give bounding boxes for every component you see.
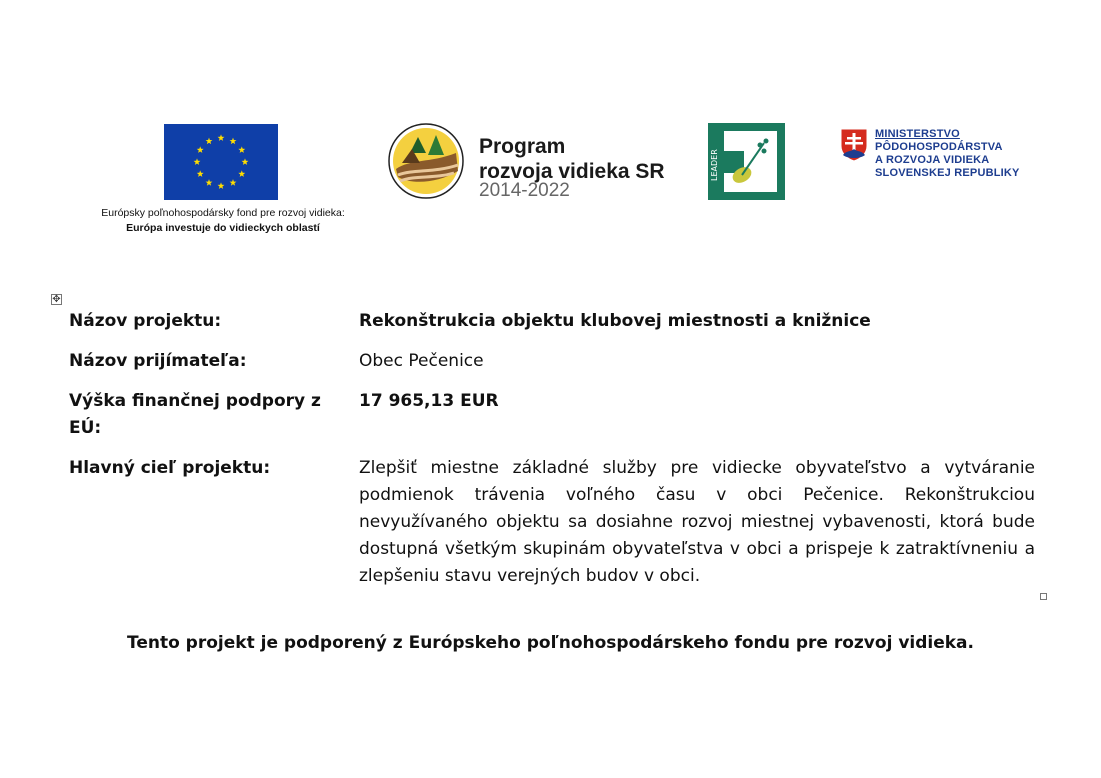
slovak-coat-of-arms-icon	[840, 128, 868, 162]
prv-title-line1: Program	[479, 135, 566, 158]
funding-value: 17 965,13 EUR	[359, 391, 499, 411]
ministry-line4: SLOVENSKEJ REPUBLIKY	[875, 167, 1020, 179]
goal-label: Hlavný cieľ projektu:	[69, 458, 271, 478]
ministry-line2: PÔDOHOSPODÁRSTVA	[875, 141, 1003, 153]
table-row	[69, 455, 1035, 590]
table-move-handle-icon[interactable]: ✥	[52, 294, 61, 305]
leader-vertical-text: LEADER	[710, 149, 719, 181]
project-name-value: Rekonštrukcia objektu klubovej miestnosti a knižnice	[359, 311, 871, 331]
eu-flag-logo	[164, 124, 278, 200]
ministry-line1: MINISTERSTVO	[875, 128, 960, 140]
recipient-value: Obec Pečenice	[359, 351, 484, 371]
table-end-marker	[1040, 593, 1047, 600]
eu-caption-line1: Európsky poľnohospodársky fond pre rozvoj vidieka:	[101, 207, 345, 219]
project-name-label: Názov projektu:	[69, 311, 222, 331]
ministry-line3: A ROZVOJA VIDIEKA	[875, 154, 990, 166]
footer-note: Tento projekt je podporený z Európskeho poľnohospodárskeho fondu pre rozvoj vidieka.	[126, 633, 974, 653]
prv-title	[479, 134, 665, 184]
table-row	[69, 388, 1035, 442]
ministry-name	[875, 128, 1020, 180]
prv-years: 2014-2022	[479, 180, 570, 201]
table-row	[69, 348, 1035, 375]
prv-title-line2: rozvoja vidieka SR	[479, 160, 665, 183]
leader-logo	[708, 123, 785, 200]
recipient-label: Názov prijímateľa:	[69, 351, 247, 371]
eu-caption-line2: Európa investuje do vidieckych oblastí	[126, 222, 320, 234]
table-row	[69, 308, 1035, 335]
eu-caption	[78, 206, 368, 236]
project-info-table	[69, 308, 1035, 603]
funding-label: Výška finančnej podpory z EÚ:	[69, 391, 321, 438]
goal-value: Zlepšiť miestne základné služby pre vidiecke obyvateľstvo a vytváranie podmienok trávenia voľného času v obci Pečenice. Rekonštrukciou nevyužívaného objektu sa dosiahne rozvoj miestnej vybavenosti, ktorá bude dostupná všetkým skupinám obyvateľstva v obci a prispeje k zatraktívneniu a zlepšeniu stavu verejných budov v obci.	[359, 458, 1035, 586]
prv-badge-logo	[388, 123, 464, 199]
